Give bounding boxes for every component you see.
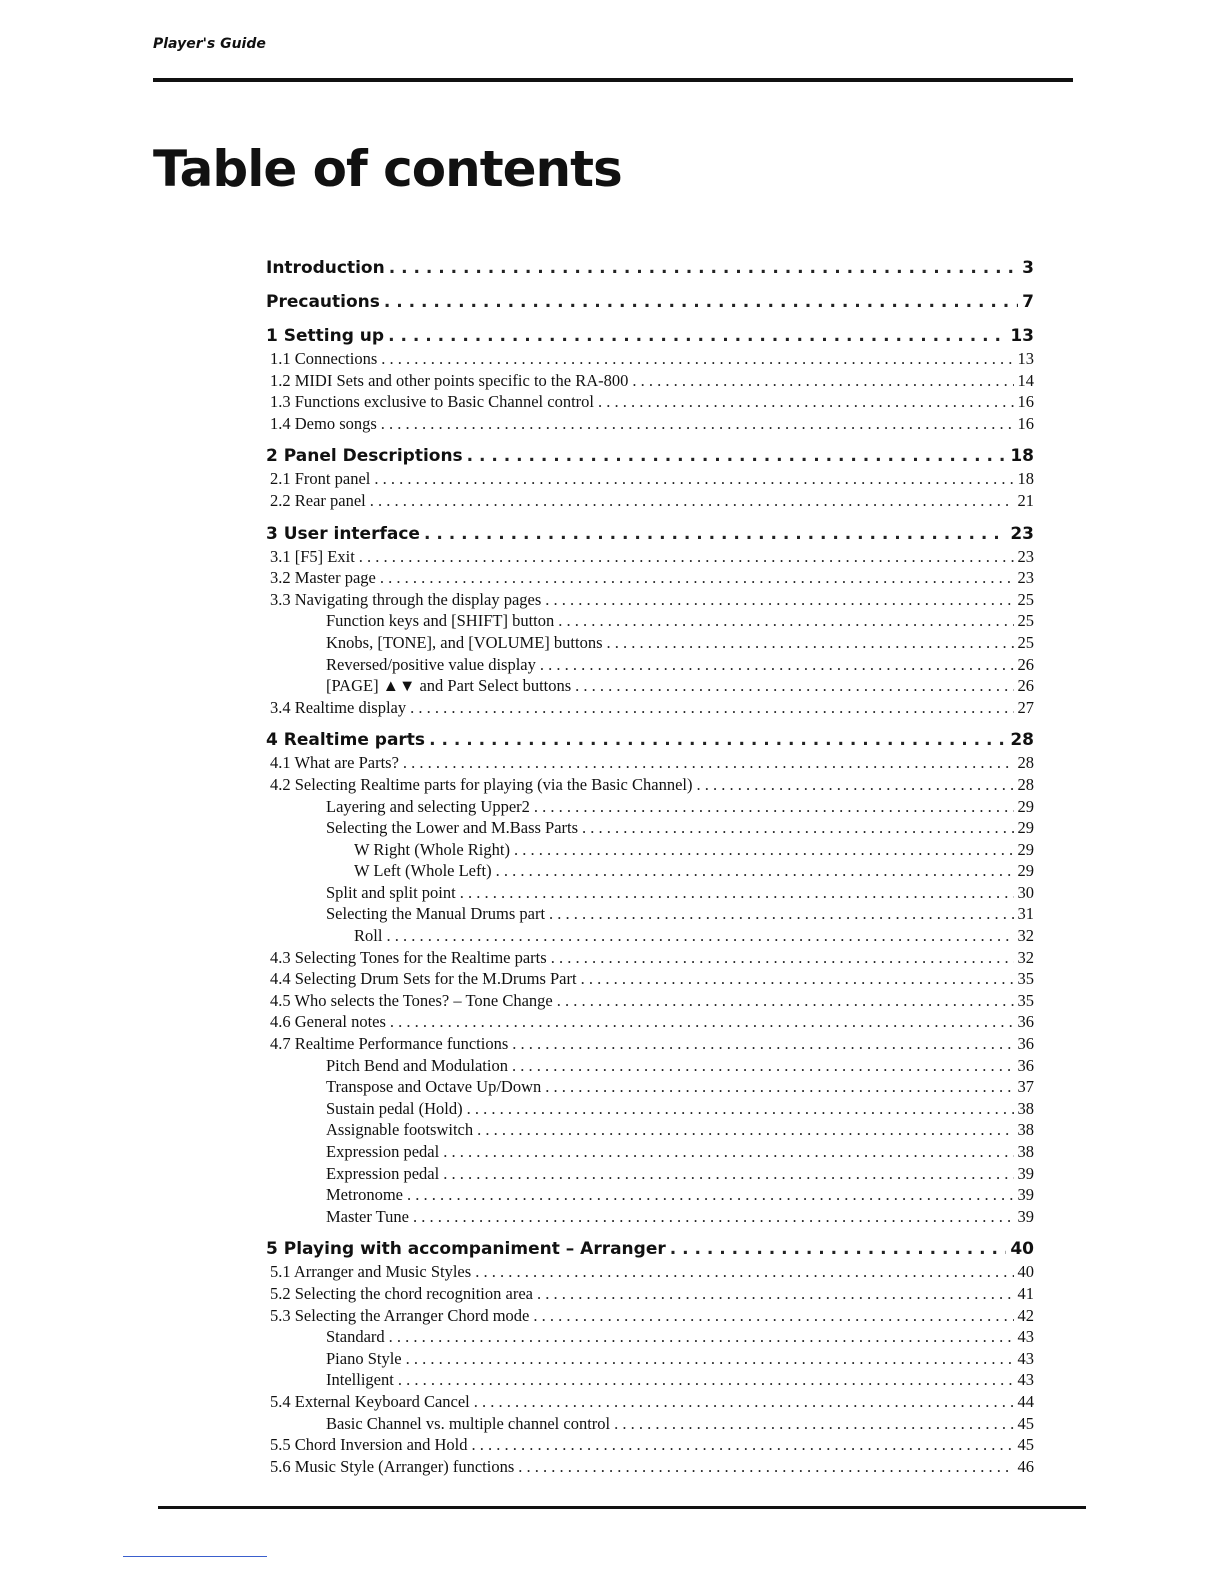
toc-page-number: 29 (1017, 796, 1034, 816)
dot-leader (670, 1237, 1007, 1261)
toc-page-number: 38 (1017, 1142, 1034, 1161)
toc-entry-label: 5.2 Selecting the chord recognition area (270, 1283, 533, 1303)
toc-page-number: 45 (1017, 1413, 1034, 1433)
toc-entry-label: Pitch Bend and Modulation (326, 1055, 508, 1075)
toc-section-entry (266, 796, 1034, 818)
toc-page-number: 38 (1017, 1120, 1034, 1140)
toc-entry-label: Precautions (266, 292, 380, 312)
toc-entry-label: 3.1 [F5] Exit (270, 546, 355, 566)
dot-leader (410, 697, 1013, 719)
toc-entry-label: Selecting the Manual Drums part (326, 904, 546, 924)
toc-chapter-entry (266, 444, 1034, 468)
toc-chapter-entry (266, 728, 1034, 752)
toc-entry-label: 1.3 Functions exclusive to Basic Channel control (270, 392, 594, 412)
toc-page-number: 36 (1017, 1055, 1034, 1075)
toc-page-number: 39 (1017, 1163, 1034, 1183)
dot-leader (389, 1326, 1014, 1348)
toc-page-number: 16 (1017, 392, 1034, 412)
toc-page-number: 18 (1017, 469, 1034, 489)
dot-leader (443, 1141, 1013, 1163)
toc-page-number: 23 (1017, 568, 1034, 588)
dot-leader (413, 1206, 1014, 1228)
toc-entry-label: Expression pedal (326, 1163, 440, 1183)
toc-page-number: 43 (1017, 1327, 1034, 1347)
toc-page-number: 14 (1017, 370, 1034, 390)
toc-entry-label: 3.2 Master page (270, 568, 376, 588)
toc-entry-label: Expression pedal (326, 1142, 440, 1161)
toc-entry-label: Standard (326, 1327, 385, 1347)
toc-section-entry (266, 1184, 1034, 1206)
toc-section-entry (266, 1305, 1034, 1327)
dot-leader (386, 925, 1013, 947)
toc-page-number: 29 (1017, 861, 1034, 881)
toc-page-number: 13 (1010, 326, 1034, 346)
dot-leader (537, 1283, 1014, 1305)
dot-leader (557, 990, 1014, 1012)
toc-entry-label: 1 Setting up (266, 326, 385, 346)
toc-page-number: 35 (1017, 990, 1034, 1010)
toc-entry-label: 3.3 Navigating through the display pages (270, 589, 542, 609)
toc-entry-label: 1.1 Connections (270, 349, 378, 368)
toc-entry-label: 4.1 What are Parts? (270, 753, 399, 773)
toc-page-number: 29 (1017, 818, 1034, 838)
dot-leader (549, 903, 1013, 925)
toc-entry-label: [PAGE] ▲▼ and Part Select buttons (326, 676, 572, 696)
toc-page-number: 39 (1017, 1185, 1034, 1205)
toc-chapter-entry (266, 256, 1034, 280)
toc-page-number: 28 (1017, 774, 1034, 794)
dot-leader (545, 589, 1013, 611)
dot-leader (389, 256, 1018, 280)
toc-entry-label: Intelligent (326, 1370, 394, 1390)
toc-page-number: 23 (1017, 546, 1034, 566)
toc-entry-label: 1.4 Demo songs (270, 413, 377, 433)
toc-page-number: 16 (1017, 413, 1034, 433)
dot-leader (558, 610, 1013, 632)
toc-section-entry (266, 348, 1034, 370)
toc-page-number: 7 (1022, 292, 1034, 312)
dot-leader (403, 752, 1014, 774)
toc-page-number: 39 (1017, 1206, 1034, 1226)
dot-leader (424, 522, 1006, 546)
toc-entry-label: 4.2 Selecting Realtime parts for playing (via the Basic Channel) (270, 774, 693, 794)
dot-leader (598, 391, 1014, 413)
toc-page-number: 46 (1017, 1456, 1034, 1476)
toc-section-entry (266, 947, 1034, 969)
toc-entry-label: Introduction (266, 258, 385, 278)
toc-entry-label: 4.6 General notes (270, 1012, 386, 1032)
toc-page-number: 42 (1017, 1305, 1034, 1325)
toc-entry-label: 2 Panel Descriptions (266, 446, 463, 467)
toc-section-entry (266, 1163, 1034, 1185)
toc-section-entry (266, 1033, 1034, 1055)
toc-page-number: 29 (1017, 839, 1034, 859)
toc-entry-label: Selecting the Lower and M.Bass Parts (326, 818, 579, 838)
toc-entry-label: Transpose and Octave Up/Down (326, 1077, 542, 1097)
dot-leader (384, 290, 1018, 314)
toc-page-number: 38 (1017, 1098, 1034, 1118)
toc-section-entry (266, 697, 1034, 719)
toc-page-number: 30 (1017, 882, 1034, 902)
toc-entry-label: Knobs, [TONE], and [VOLUME] buttons (326, 632, 603, 652)
toc-section-entry (266, 839, 1034, 861)
toc-entry-label: 4.5 Who selects the Tones? – Tone Change (270, 990, 553, 1010)
toc-chapter-entry (266, 290, 1034, 314)
dot-leader (374, 468, 1013, 490)
dot-leader (632, 370, 1013, 392)
toc-entry-label: 5 Playing with accompaniment – Arranger (266, 1239, 666, 1260)
toc-page-number: 3 (1022, 258, 1034, 278)
toc-page-number: 25 (1017, 611, 1034, 631)
dot-leader (496, 860, 1014, 882)
dot-leader (540, 654, 1014, 676)
toc-section-entry (266, 774, 1034, 796)
toc-section-entry (266, 654, 1034, 676)
toc-section-entry (266, 1326, 1034, 1348)
toc-section-entry (266, 468, 1034, 490)
toc-section-entry (266, 817, 1034, 839)
toc-section-entry (266, 610, 1034, 632)
toc-page-number: 36 (1017, 1034, 1034, 1054)
toc-section-entry (266, 1206, 1034, 1228)
toc-page-number: 40 (1017, 1262, 1034, 1282)
dot-leader (398, 1369, 1014, 1391)
toc-section-entry (266, 1283, 1034, 1305)
table-of-contents (266, 256, 1034, 1477)
dot-leader (614, 1413, 1013, 1435)
dot-leader (512, 1033, 1013, 1055)
toc-entry-label: Piano Style (326, 1348, 402, 1368)
toc-entry-label: 5.3 Selecting the Arranger Chord mode (270, 1305, 530, 1325)
dot-leader (533, 1305, 1013, 1327)
toc-page-number: 36 (1017, 1012, 1034, 1032)
toc-section-entry (266, 925, 1034, 947)
dot-leader (467, 1098, 1014, 1120)
toc-entry-label: W Left (Whole Left) (354, 861, 492, 881)
dot-leader (475, 1261, 1013, 1283)
dot-leader (390, 1011, 1014, 1033)
toc-page-number: 43 (1017, 1348, 1034, 1368)
dot-leader (359, 546, 1014, 568)
toc-page-number: 45 (1017, 1435, 1034, 1455)
toc-page-number: 21 (1017, 490, 1034, 510)
toc-entry-label: 5.1 Arranger and Music Styles (270, 1262, 472, 1282)
dot-leader (472, 1434, 1014, 1456)
toc-entry-label: 2.1 Front panel (270, 469, 371, 489)
toc-entry-label: Basic Channel vs. multiple channel control (326, 1413, 611, 1433)
toc-page-number: 43 (1017, 1370, 1034, 1390)
dot-leader (582, 817, 1013, 839)
toc-section-entry (266, 882, 1034, 904)
dot-leader (407, 1184, 1014, 1206)
toc-section-entry (266, 1391, 1034, 1413)
toc-section-entry (266, 1456, 1034, 1478)
toc-section-entry (266, 1369, 1034, 1391)
toc-entry-label: 4.3 Selecting Tones for the Realtime parts (270, 947, 547, 967)
toc-section-entry (266, 1011, 1034, 1033)
toc-page-number: 28 (1010, 730, 1034, 751)
footer-rule (158, 1506, 1086, 1509)
toc-entry-label: 5.4 External Keyboard Cancel (270, 1391, 470, 1411)
toc-entry-label: 2.2 Rear panel (270, 490, 366, 510)
dot-leader (370, 490, 1014, 512)
toc-section-entry (266, 752, 1034, 774)
toc-page-number: 40 (1010, 1239, 1034, 1260)
toc-section-entry (266, 1119, 1034, 1141)
toc-section-entry (266, 413, 1034, 435)
toc-entry-label: Assignable footswitch (326, 1120, 474, 1140)
dot-leader (607, 632, 1014, 654)
toc-section-entry (266, 1348, 1034, 1370)
toc-page-number: 37 (1017, 1077, 1034, 1097)
toc-entry-label: Split and split point (326, 882, 456, 902)
toc-entry-label: 4.7 Realtime Performance functions (270, 1034, 509, 1054)
toc-section-entry (266, 1055, 1034, 1077)
toc-section-entry (266, 1076, 1034, 1098)
toc-entry-label: 5.6 Music Style (Arranger) functions (270, 1456, 515, 1476)
dot-leader (518, 1456, 1013, 1478)
dot-leader (443, 1163, 1013, 1185)
toc-page-number: 27 (1017, 697, 1034, 717)
toc-entry-label: 3 User interface (266, 523, 420, 544)
dot-leader (474, 1391, 1014, 1413)
toc-page-number: 35 (1017, 969, 1034, 989)
toc-entry-label: W Right (Whole Right) (354, 839, 510, 859)
toc-page-number: 26 (1017, 654, 1034, 674)
dot-leader (551, 947, 1014, 969)
dot-leader (467, 444, 1007, 468)
toc-entry-label: 5.5 Chord Inversion and Hold (270, 1435, 468, 1455)
dot-leader (696, 774, 1013, 796)
toc-section-entry (266, 632, 1034, 654)
dot-leader (512, 1055, 1014, 1077)
toc-entry-label: Layering and selecting Upper2 (326, 796, 530, 816)
toc-page-number: 31 (1017, 904, 1034, 924)
toc-chapter-entry (266, 1237, 1034, 1261)
toc-page-number: 25 (1017, 632, 1034, 652)
dot-leader (460, 882, 1014, 904)
toc-chapter-entry (266, 324, 1034, 348)
dot-leader (545, 1076, 1013, 1098)
dot-leader (388, 324, 1006, 348)
toc-section-entry (266, 490, 1034, 512)
dot-leader (380, 567, 1014, 589)
toc-section-entry (266, 1413, 1034, 1435)
toc-page-number: 23 (1010, 523, 1034, 544)
toc-section-entry (266, 589, 1034, 611)
toc-page-number: 13 (1017, 349, 1034, 368)
toc-section-entry (266, 370, 1034, 392)
dot-leader (514, 839, 1014, 861)
toc-entry-label: 4 Realtime parts (266, 730, 426, 751)
toc-page-number: 25 (1017, 589, 1034, 609)
toc-page-number: 28 (1017, 753, 1034, 773)
toc-section-entry (266, 903, 1034, 925)
dot-leader (534, 796, 1014, 818)
toc-entry-label: 1.2 MIDI Sets and other points specific to the RA-800 (270, 370, 629, 390)
running-head: Player's Guide (153, 36, 266, 52)
toc-section-entry (266, 990, 1034, 1012)
dot-leader (429, 728, 1006, 752)
toc-section-entry (266, 1261, 1034, 1283)
toc-section-entry (266, 968, 1034, 990)
toc-section-entry (266, 1434, 1034, 1456)
toc-entry-label: Reversed/positive value display (326, 654, 536, 674)
toc-chapter-entry (266, 522, 1034, 546)
link-underline (123, 1556, 267, 1557)
dot-leader (381, 348, 1013, 370)
dot-leader (575, 675, 1013, 697)
toc-page-number: 41 (1017, 1283, 1034, 1303)
toc-section-entry (266, 546, 1034, 568)
toc-page-number: 32 (1017, 926, 1034, 946)
header-rule (153, 78, 1073, 82)
dot-leader (477, 1119, 1013, 1141)
toc-entry-label: Function keys and [SHIFT] button (326, 611, 555, 631)
dot-leader (381, 413, 1014, 435)
toc-entry-label: Metronome (326, 1185, 403, 1205)
toc-entry-label: 4.4 Selecting Drum Sets for the M.Drums Part (270, 969, 577, 989)
toc-section-entry (266, 1098, 1034, 1120)
toc-section-entry (266, 860, 1034, 882)
toc-page-number: 44 (1017, 1391, 1034, 1411)
dot-leader (581, 968, 1014, 990)
page-title: Table of contents (153, 140, 622, 198)
toc-entry-label: Roll (354, 926, 383, 946)
toc-section-entry (266, 675, 1034, 697)
toc-entry-label: Master Tune (326, 1206, 409, 1226)
toc-section-entry (266, 1141, 1034, 1163)
toc-page-number: 18 (1010, 446, 1034, 467)
toc-section-entry (266, 391, 1034, 413)
toc-entry-label: 3.4 Realtime display (270, 697, 407, 717)
toc-page-number: 26 (1017, 676, 1034, 696)
dot-leader (406, 1348, 1014, 1370)
toc-section-entry (266, 567, 1034, 589)
toc-page-number: 32 (1017, 947, 1034, 967)
toc-entry-label: Sustain pedal (Hold) (326, 1098, 463, 1118)
